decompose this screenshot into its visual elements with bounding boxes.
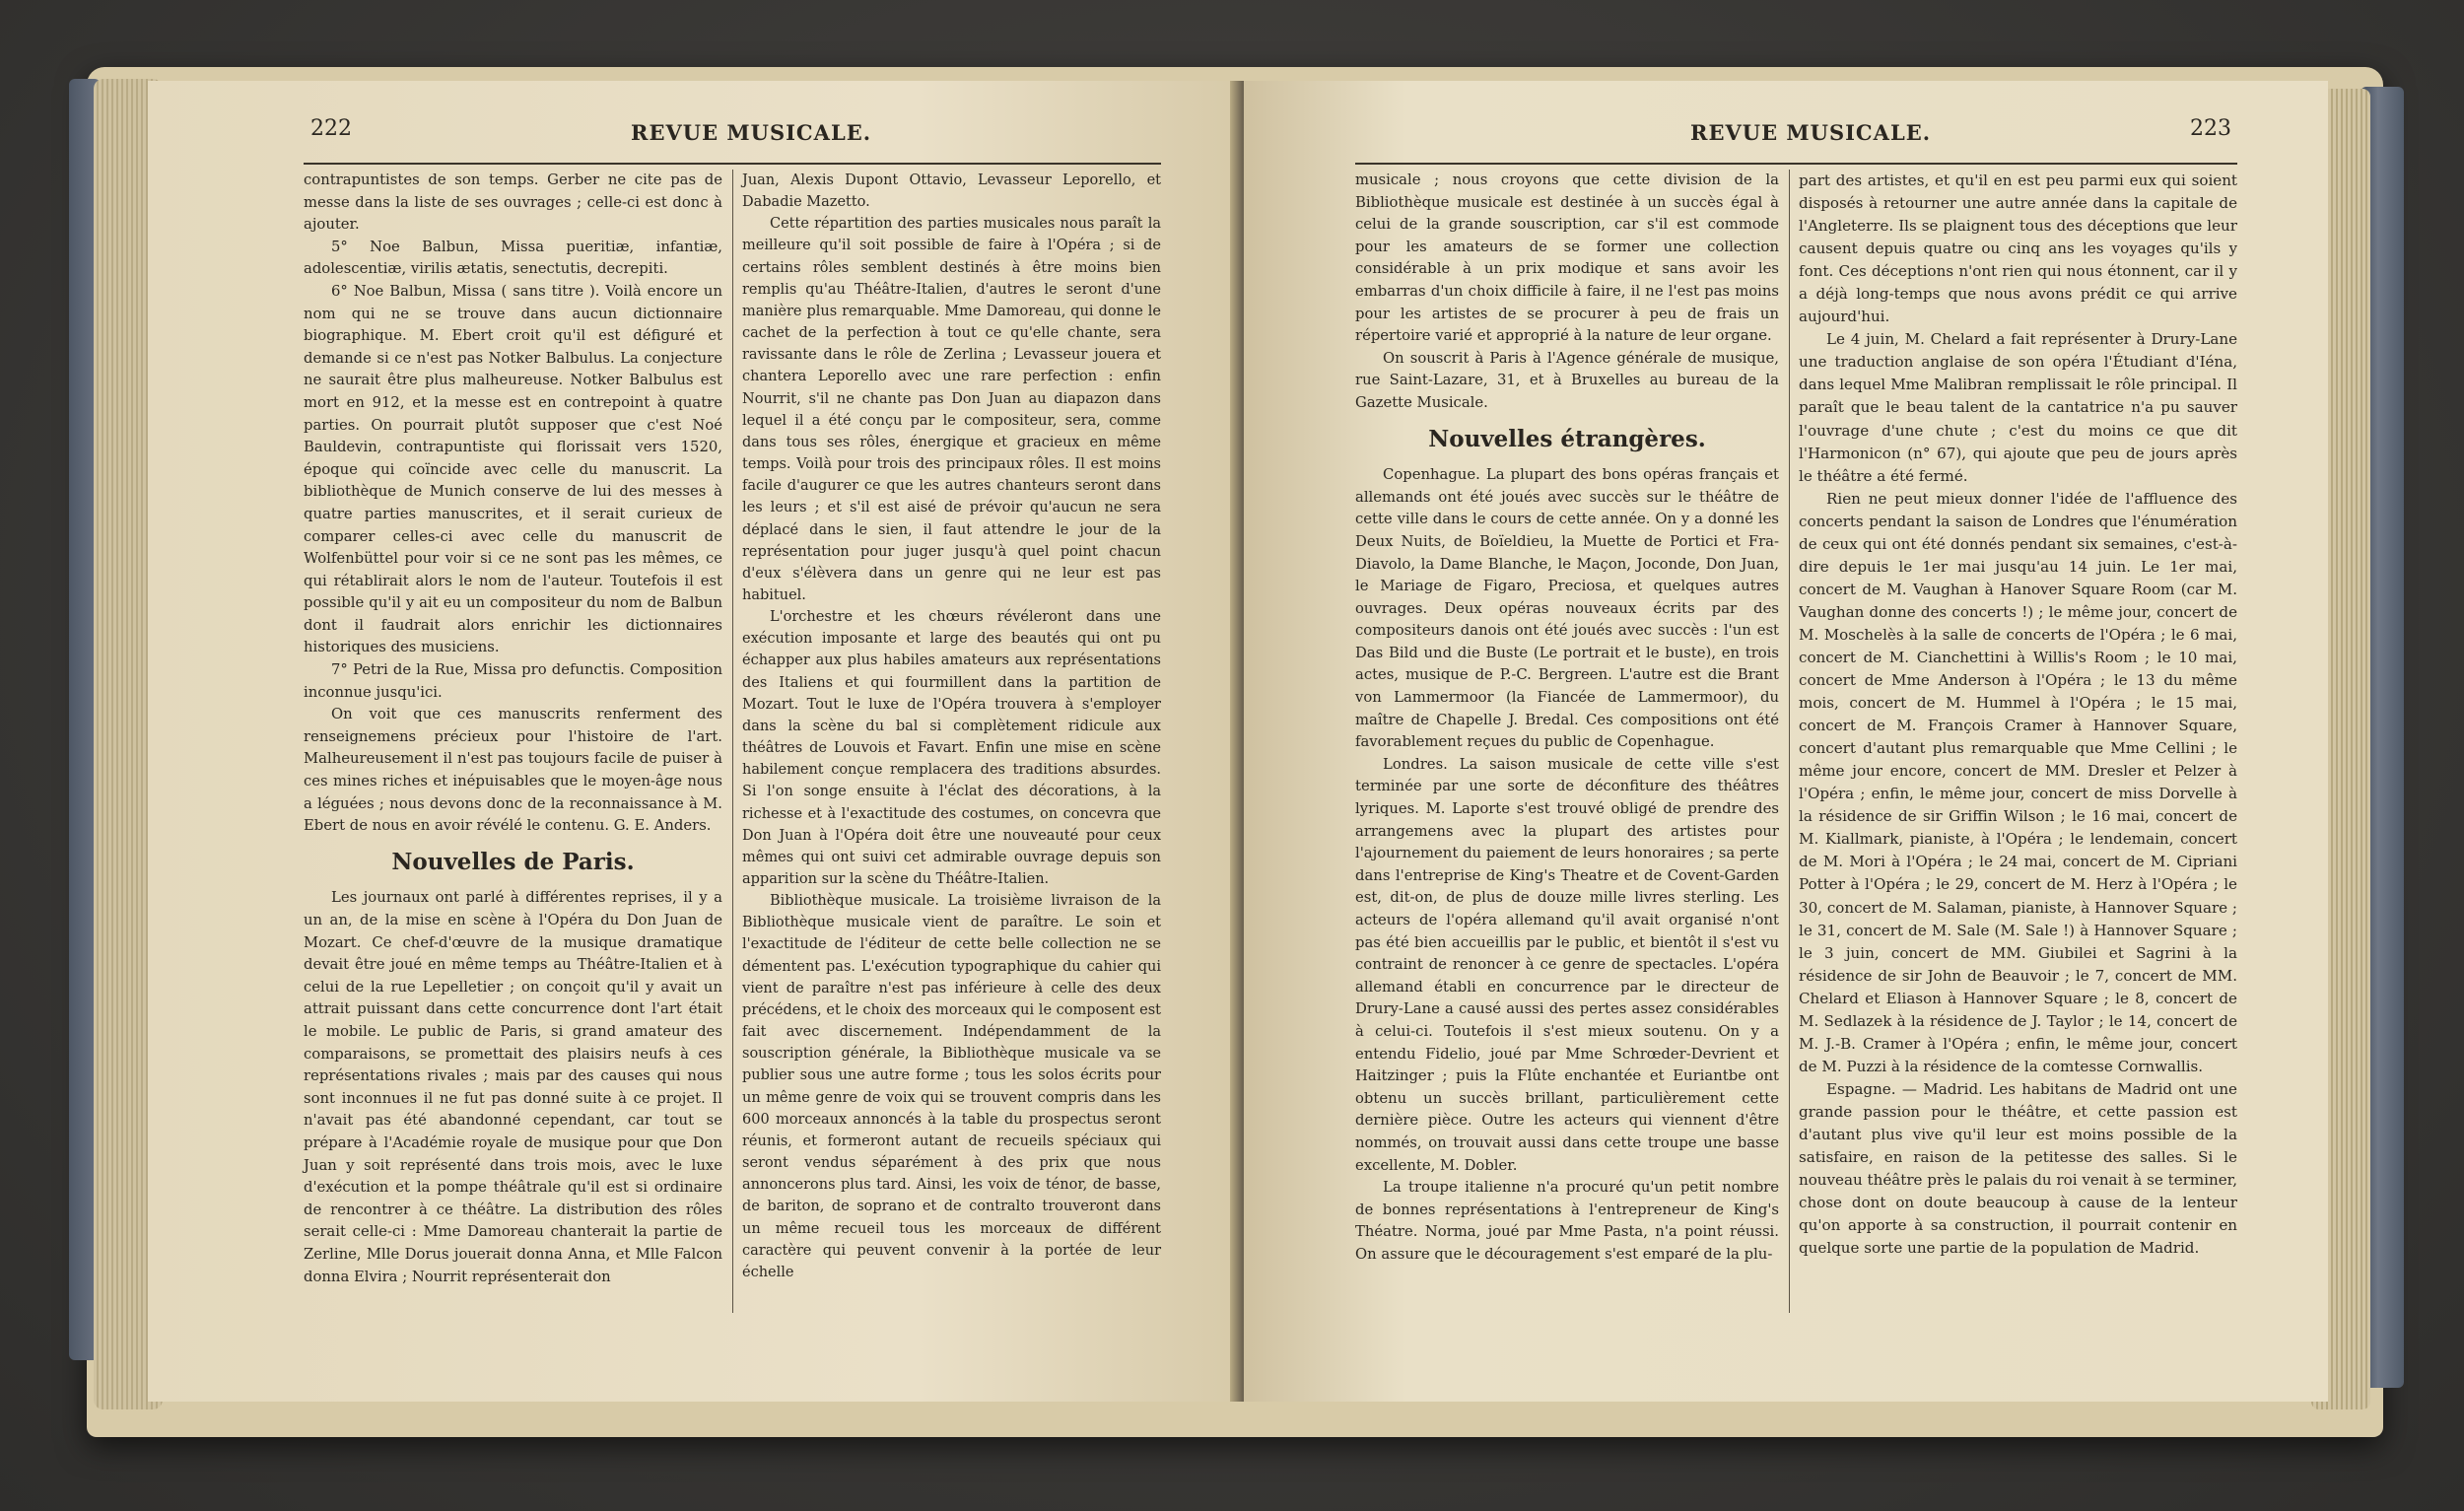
left-running-head: REVUE MUSICALE. bbox=[631, 120, 872, 145]
column-divider bbox=[732, 170, 733, 1313]
right-header-rule bbox=[1355, 163, 2237, 165]
paragraph: musicale ; nous croyons que cette division de la Bibliothèque musicale est destinée à un succès égal à celui de la grande souscription, car s'il est commode pour les amateurs de se former une collection considérable à un prix modique et sans avoir les embarras d'un choix difficile à faire, il ne l'est pas moins pour les artistes de se procurer à peu de frais un répertoire varié et approprié à la nature de leur organe. bbox=[1355, 172, 1779, 345]
paragraph: Espagne. — Madrid. Les habitans de Madrid ont une grande passion pour le théâtre, et cette passion est d'autant plus vive qu'il leur est moins possible de la satisfaire, en raison de la petitesse des salles. Si le nouveau théâtre près le palais du roi venait à se terminer, chose dont on doute beaucoup à cause de la lenteur qu'on apporte à sa construction, il pourrait contenir en quelque sorte une partie de la population de Madrid. bbox=[1799, 1079, 2237, 1258]
paragraph: La troupe italienne n'a procuré qu'un petit nombre de bonnes représentations à l'entrepreneur de King's Théatre. Norma, joué par Mme Pasta, n'a point réussi. On assure que le découragement s'est emparé de la plu- bbox=[1355, 1179, 1779, 1263]
section-heading: Nouvelles étrangères. bbox=[1428, 425, 1706, 452]
paragraph: Copenhague. La plupart des bons opéras français et allemands ont été joués avec succès sur le théâtre de cette ville dans le cours de cette année. On y a donné les Deux Nuits, de Boïeldieu, la Muette de Portici et Fra-Diavolo, la Dame Blanche, le Maçon, Joconde, Don Juan, le Mariage de Figaro, Preciosa, et quelques autres ouvrages. Deux opéras nouveaux écrits par des compositeurs danois ont été joués avec succès : l'un est Das Bild und die Buste (Le portrait et le buste), en trois actes, musique de P.-C. Bergreen. L'autre est die Brant von Lammermoor (la Fiancée de Lammermoor), du maître de Chapelle J. Bredal. Ces compositions ont été favorablement reçues du public de Copenhague. bbox=[1355, 466, 1779, 751]
column-divider bbox=[1789, 170, 1790, 1313]
paragraph: On souscrit à Paris à l'Agence générale de musique, rue Saint-Lazare, 31, et à Bruxelles au bureau de la Gazette Musicale. bbox=[1355, 349, 1779, 411]
paragraph: Rien ne peut mieux donner l'idée de l'affluence des concerts pendant la saison de Londres que l'énumération de ceux qui ont été donnés pendant six semaines, c'est-à-dire depuis le 1er mai jusqu'au 14 juin. Le 1er mai, concert de M. Vaughan à Hanover Square Room (car M. Vaughan donne des concerts !) ; le même jour, concert de M. Moschelès à la salle de concerts de l'Opéra ; le 6 mai, concert de M. Cianchettini à Willis's Room ; le 10 mai, concert de Mme Anderson à l'Opéra ; le 13 du même mois, concert de M. Hummel à l'Opéra ; le 15 mai, concert de M. François Cramer à Hannover Square, concert d'autant plus remarquable que Mme Cellini ; le même jour encore, concert de MM. Dresler et Pelzer à l'Opéra ; enfin, le même jour, concert de miss Dorvelle à la résidence de sir Griffin Wilson ; le 16 mai, concert de M. Kiallmark, pianiste, à l'Opéra ; le lendemain, concert de M. Mori à l'Opéra ; le 24 mai, concert de M. Cipriani Potter à l'Opéra ; le 29, concert de M. Herz à l'Opéra ; le 30, concert de M. Salaman, pianiste, à Hannover Square ; le 31, concert de M. Sale (M. Sale !) à Hannover Square ; le 3 juin, concert de MM. Giubilei et Sagrini à la résidence de sir John de Beauvoir ; le 7, concert de MM. Chelard et Eliason à Hannover Square ; le 8, concert de M. Sedlazek à la résidence de J. Taylor ; le 14, concert de M. J.-B. Cramer à l'Opéra ; enfin, le même jour, concert de M. Puzzi à la résidence de la comtesse Cornwallis. bbox=[1799, 489, 2237, 1075]
right-page-number: 223 bbox=[2190, 116, 2231, 141]
section-heading: Nouvelles de Paris. bbox=[391, 848, 635, 875]
paragraph: Cette répartition des parties musicales nous paraît la meilleure qu'il soit possible de faire à l'Opéra ; si de certains rôles semblent destinés à être moins bien remplis qu'au Théâtre-Italien, d'autres le seront d'une manière plus remarquable. Mme Damoreau, qui donne le cachet de la perfection à tout ce qu'elle chante, sera ravissante dans le rôle de Zerlina ; Levasseur jouera et chantera Leporello avec une rare perfection : enfin Nourrit, s'il ne chante pas Don Juan au diapazon dans lequel il a été conçu par le compositeur, sera, comme dans tous ses rôles, énergique et gracieux en même temps. Voilà pour trois des principaux rôles. Il est moins facile d'augurer ce que les autres chanteurs seront dans les leurs ; et s'il est aisé de prévoir qu'aucun ne sera déplacé dans le sien, il faut attendre le jour de la représentation pour juger jusqu'à quel point chacun d'eux s'élèvera dans un genre qui ne leur est pas habituel. bbox=[742, 216, 1161, 603]
paragraph: 6° Noe Balbun, Missa ( sans titre ). Voilà encore un nom qui ne se trouve dans aucun dictionnaire biographique. M. Ebert croit qu'il est défiguré et demande si ce n'est pas Notker Balbulus. La conjecture ne saurait être plus malheureuse. Notker Balbulus est mort en 912, et la messe est en contrepoint à quatre parties. On pourrait plutôt supposer que c'est Noé Bauldevin, contrapuntiste qui florissait vers 1520, époque qui coïncide avec celle du manuscrit. La bibliothèque de Munich conserve de lui des messes à quatre parties manuscrites, et il serait curieux de comparer celles-ci avec celle du manuscrit de Wolfenbüttel pour voir si ce ne sont pas les mêmes, ce qui rétablirait alors le nom de l'auteur. Toutefois il est possible qu'il y ait eu un compositeur du nom de Balbun dont il faudrait alors enrichir les dictionnaires historiques des musiciens. bbox=[304, 282, 722, 656]
right-running-head: REVUE MUSICALE. bbox=[1690, 120, 1932, 145]
paragraph: 7° Petri de la Rue, Missa pro defunctis. Composition inconnue jusqu'ici. bbox=[304, 661, 722, 701]
paragraph: Londres. La saison musicale de cette ville s'est terminée par une sorte de déconfiture des théâtres lyriques. M. Laporte s'est trouvé obligé de prendre des arrangemens avec la plupart des artistes pour l'ajournement du paiement de leurs honoraires ; sa perte dans l'entreprise de King's Theatre et de Covent-Garden est, dit-on, de plus de douze mille livres sterling. Les acteurs de l'opéra allemand qu'il avait organisé n'ont pas été bien accueillis par le public, et bientôt il s'est vu contraint de renoncer à ce genre de spectacles. L'opéra allemand établi en concurrence par le directeur de Drury-Lane a causé aussi des pertes assez considérables à celui-ci. Toutefois il s'est mieux soutenu. On y a entendu Fidelio, joué par Mme Schrœder-Devrient et Haitzinger ; puis la Flûte enchantée et Euriantbe ont obtenu un succès brillant, particulièrement cette dernière pièce. Outre les acteurs qui viennent d'être nommés, on trouvait aussi dans cette troupe une basse excellente, M. Dobler. bbox=[1355, 755, 1779, 1174]
left-column-2 bbox=[742, 170, 1161, 1283]
paragraph: Le 4 juin, M. Chelard a fait représenter à Drury-Lane une traduction anglaise de son opéra l'Étudiant d'Iéna, dans lequel Mme Malibran remplissait le rôle principal. Il paraît que le beau talent de la cantatrice n'a pu sauver l'ouvrage d'une chute ; c'est du moins ce que dit l'Harmonicon (n° 67), qui ajoute que peu de jours après le théâtre a été fermé. bbox=[1799, 330, 2237, 485]
paragraph: 5° Noe Balbun, Missa pueritiæ, infantiæ, adolescentiæ, virilis ætatis, senectutis, decrepiti. bbox=[304, 238, 722, 278]
paragraph: contrapuntistes de son temps. Gerber ne cite pas de messe dans la liste de ses ouvrages ; celle-ci est donc à ajouter. bbox=[304, 172, 722, 234]
paragraph: part des artistes, et qu'il en est peu parmi eux qui soient disposés à retourner une autre année dans la capitale de l'Angleterre. Ils se plaignent tous des déceptions que leur causent depuis quatre ou cinq ans les voyages qu'ils y font. Ces déceptions n'ont rien qui nous étonnent, car il y a déjà long-temps que nous avons prédit ce qui arrive aujourd'hui. bbox=[1799, 172, 2237, 326]
left-column-1 bbox=[304, 170, 722, 1288]
paragraph: L'orchestre et les chœurs révéleront dans une exécution imposante et large des beautés qui ont pu échapper aux plus habiles amateurs aux représentations des Italiens et qui fourmillent dans la partition de Mozart. Tout le luxe de l'Opéra trouvera à s'employer dans la scène du bal si complètement ridicule aux théâtres de Louvois et Favart. Enfin une mise en scène habilement conçue remplacera des traditions absurdes. Si l'on songe ensuite à l'éclat des décorations, à la richesse et à l'exactitude des costumes, on concevra que Don Juan à l'Opéra doit être une nouveauté pour ceux mêmes qui ont suivi cet admirable ouvrage depuis son apparition sur la scène du Théâtre-Italien. bbox=[742, 609, 1161, 887]
paragraph: Juan, Alexis Dupont Ottavio, Levasseur Leporello, et Dabadie Mazetto. bbox=[742, 172, 1161, 211]
paragraph: Bibliothèque musicale. La troisième livraison de la Bibliothèque musicale vient de paraître. Le soin et l'exactitude de l'éditeur de cette belle collection ne se démentent pas. L'exécution typographique du cahier qui vient de paraître n'est pas inférieure à celle des deux précédens, et le choix des morceaux qui le composent est fait avec discernement. Indépendamment de la souscription générale, la Bibliothèque musicale va se publier sous une autre forme ; tous les solos écrits pour un même genre de voix qui se trouvent compris dans les 600 morceaux annoncés à la table du prospectus seront réunis, et formeront autant de recueils spéciaux qui seront vendus séparément à des prix que nous annoncerons plus tard. Ainsi, les voix de ténor, de basse, de bariton, de soprano et de contralto trouveront dans un même recueil tous les morceaux de différent caractère qui peuvent convenir à la portée de leur échelle bbox=[742, 893, 1161, 1280]
paragraph: On voit que ces manuscrits renferment des renseignemens précieux pour l'histoire de l'art. Malheureusement il n'est pas toujours facile de puiser à ces mines riches et inépuisables que le moyen-âge nous a léguées ; nous devons donc de la reconnaissance à M. Ebert de nous en avoir révélé le contenu. G. E. Anders. bbox=[304, 706, 722, 835]
right-column-2 bbox=[1799, 170, 2237, 1260]
left-header-rule bbox=[304, 163, 1161, 165]
left-page-number: 222 bbox=[310, 116, 352, 141]
right-column-1 bbox=[1355, 170, 1779, 1267]
paragraph: Les journaux ont parlé à différentes reprises, il y a un an, de la mise en scène à l'Opéra du Don Juan de Mozart. Ce chef-d'œuvre de la musique dramatique devait être joué en même temps au Théâtre-Italien et à celui de la rue Lepelletier ; on conçoit qu'il y avait un attrait puissant dans cette concurrence dont l'art était le mobile. Le public de Paris, si grand amateur des comparaisons, se promettait des plaisirs neufs à ces représentations rivales ; mais par des causes qui nous sont inconnues il ne fut pas donné suite à ce projet. Il n'avait pas été abandonné cependant, car tout se prépare à l'Académie royale de musique pour que Don Juan y soit représenté dans trois mois, avec le luxe d'exécution et la pompe théâtrale qu'il est si ordinaire de rencontrer à ce théâtre. La distribution des rôles serait celle-ci : Mme Damoreau chanterait la partie de Zerline, Mlle Dorus jouerait donna Anna, et Mlle Falcon donna Elvira ; Nourrit représenterait don bbox=[304, 889, 722, 1285]
